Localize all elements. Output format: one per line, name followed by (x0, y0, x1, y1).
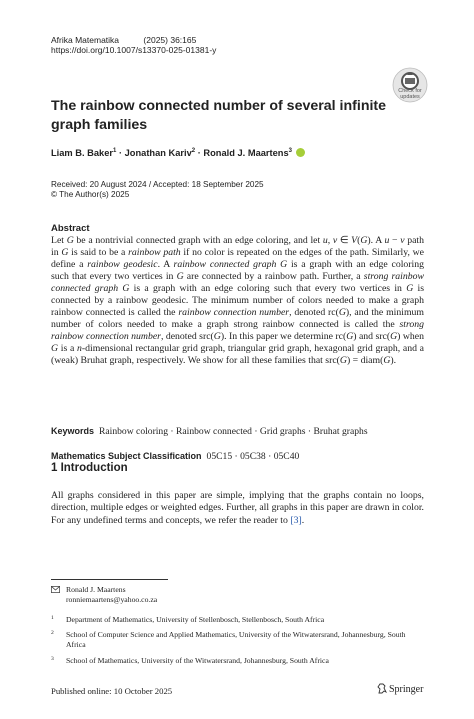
author-list: Liam B. Baker$^1$ · Jonathan Kariv$^2$ · Ronald J. Maartens$^3$ (51, 148, 305, 158)
keywords-label: Keywords (51, 426, 95, 436)
affiliation-number: 3 (51, 656, 54, 662)
msc-codes: 05C15 · 05C38 · 05C40 (206, 451, 300, 462)
orcid-icon[interactable] (296, 148, 305, 157)
author-name[interactable]: Jonathan Kariv (124, 148, 192, 159)
journal-volume: (2025) 36:165 (143, 35, 197, 45)
author-name[interactable]: Liam B. Baker (51, 148, 114, 159)
correspondence (51, 585, 157, 605)
corresponding-author: Ronald J. Maartens (66, 585, 126, 594)
author-affiliation-mark: 2 (191, 148, 196, 154)
section-heading: 1 Introduction (51, 462, 128, 474)
author-email[interactable]: ronniemaartens@yahoo.co.za (66, 595, 158, 604)
received-date: Received: 20 August 2024 / Accepted: 18 September 2025 (51, 180, 264, 189)
msc-classification (51, 451, 299, 462)
intro-paragraph: All graphs considered in this paper are simple, implying that the graphs contain no loops, direction, multiple edges or weighted edges. Further, all graphs in this paper are drawn in color. For any undefined terms and concepts, we refer the reader to [3]. (51, 490, 424, 526)
publisher-logo (377, 683, 423, 697)
affiliation-text: Department of Mathematics, University of Stellenbosch, Stellenbosch, South Africa (66, 615, 325, 624)
copyright: © The Author(s) 2025 (51, 190, 130, 199)
abstract-heading: Abstract (51, 223, 90, 234)
envelope-icon (51, 586, 60, 596)
citation-link[interactable]: [3] (290, 514, 302, 526)
published-date: Published online: 10 October 2025 (51, 686, 173, 696)
author-name[interactable]: Ronald J. Maartens (203, 148, 289, 159)
intro-text: All graphs considered in this paper are simple, implying that the graphs contain no loops, direction, multiple edges or weighted edges. Further, all graphs in this paper are drawn in color. For any undefined terms and concepts, we refer the reader to (51, 490, 424, 526)
author-affiliation-mark: 1 (113, 148, 117, 154)
msc-label: Mathematics Subject Classification (51, 451, 202, 461)
keywords-list: Rainbow coloring · Rainbow connected · Grid graphs · Bruhat graphs (99, 426, 368, 437)
paper-title: The rainbow connected number of several infinite graph families (51, 98, 387, 133)
affiliation-number: 2 (51, 630, 54, 636)
footnote-divider (51, 579, 168, 580)
keywords (51, 426, 368, 437)
affiliation-text: School of Computer Science and Applied Mathematics, University of the Witwatersrand, Johannesburg, South Africa (66, 630, 406, 650)
springer-horse-icon (377, 683, 387, 697)
affiliation-text: School of Mathematics, University of the Witwatersrand, Johannesburg, South Africa (66, 656, 329, 665)
doi-link[interactable]: https://doi.org/10.1007/s13370-025-01381-y (51, 45, 217, 55)
journal-name: Afrika Matematika (51, 35, 120, 45)
affiliation-number: 1 (51, 615, 54, 621)
publisher-name: Springer (389, 684, 424, 695)
abstract-body: Let G be a nontrivial connected graph with an edge coloring, and let u, v ∈ V(G). A u − v path in G is said to be a rainbow path if no color is repeated on the edges of the path. Similarly, we define a rainbow geodesic. A rainbow connected graph G is a graph with an edge coloring such that every two vertices in G are connected by a rainbow path. Further, a strong rainbow connected graph G is a graph with an edge coloring such that every two vertices in G is connected by a rainbow geodesic. The minimum number of colors needed to make a graph rainbow connected is called the rainbow connection number, denoted rc(G), and the minimum number of colors needed to make a graph strong rainbow connected is called the strong rainbow connection number, denoted src(G). In this paper we determine rc(G) and src(G) when G is a n-dimensional rectangular grid graph, triangular grid graph, hexagonal grid graph, and a (weak) Bruhat graph, respectively. We show for all these families that src(G) = diam(G). (51, 235, 425, 367)
journal-header (51, 35, 196, 45)
check-for-updates-label: Check for updates (398, 88, 422, 101)
author-affiliation-mark: 3 (288, 148, 292, 154)
